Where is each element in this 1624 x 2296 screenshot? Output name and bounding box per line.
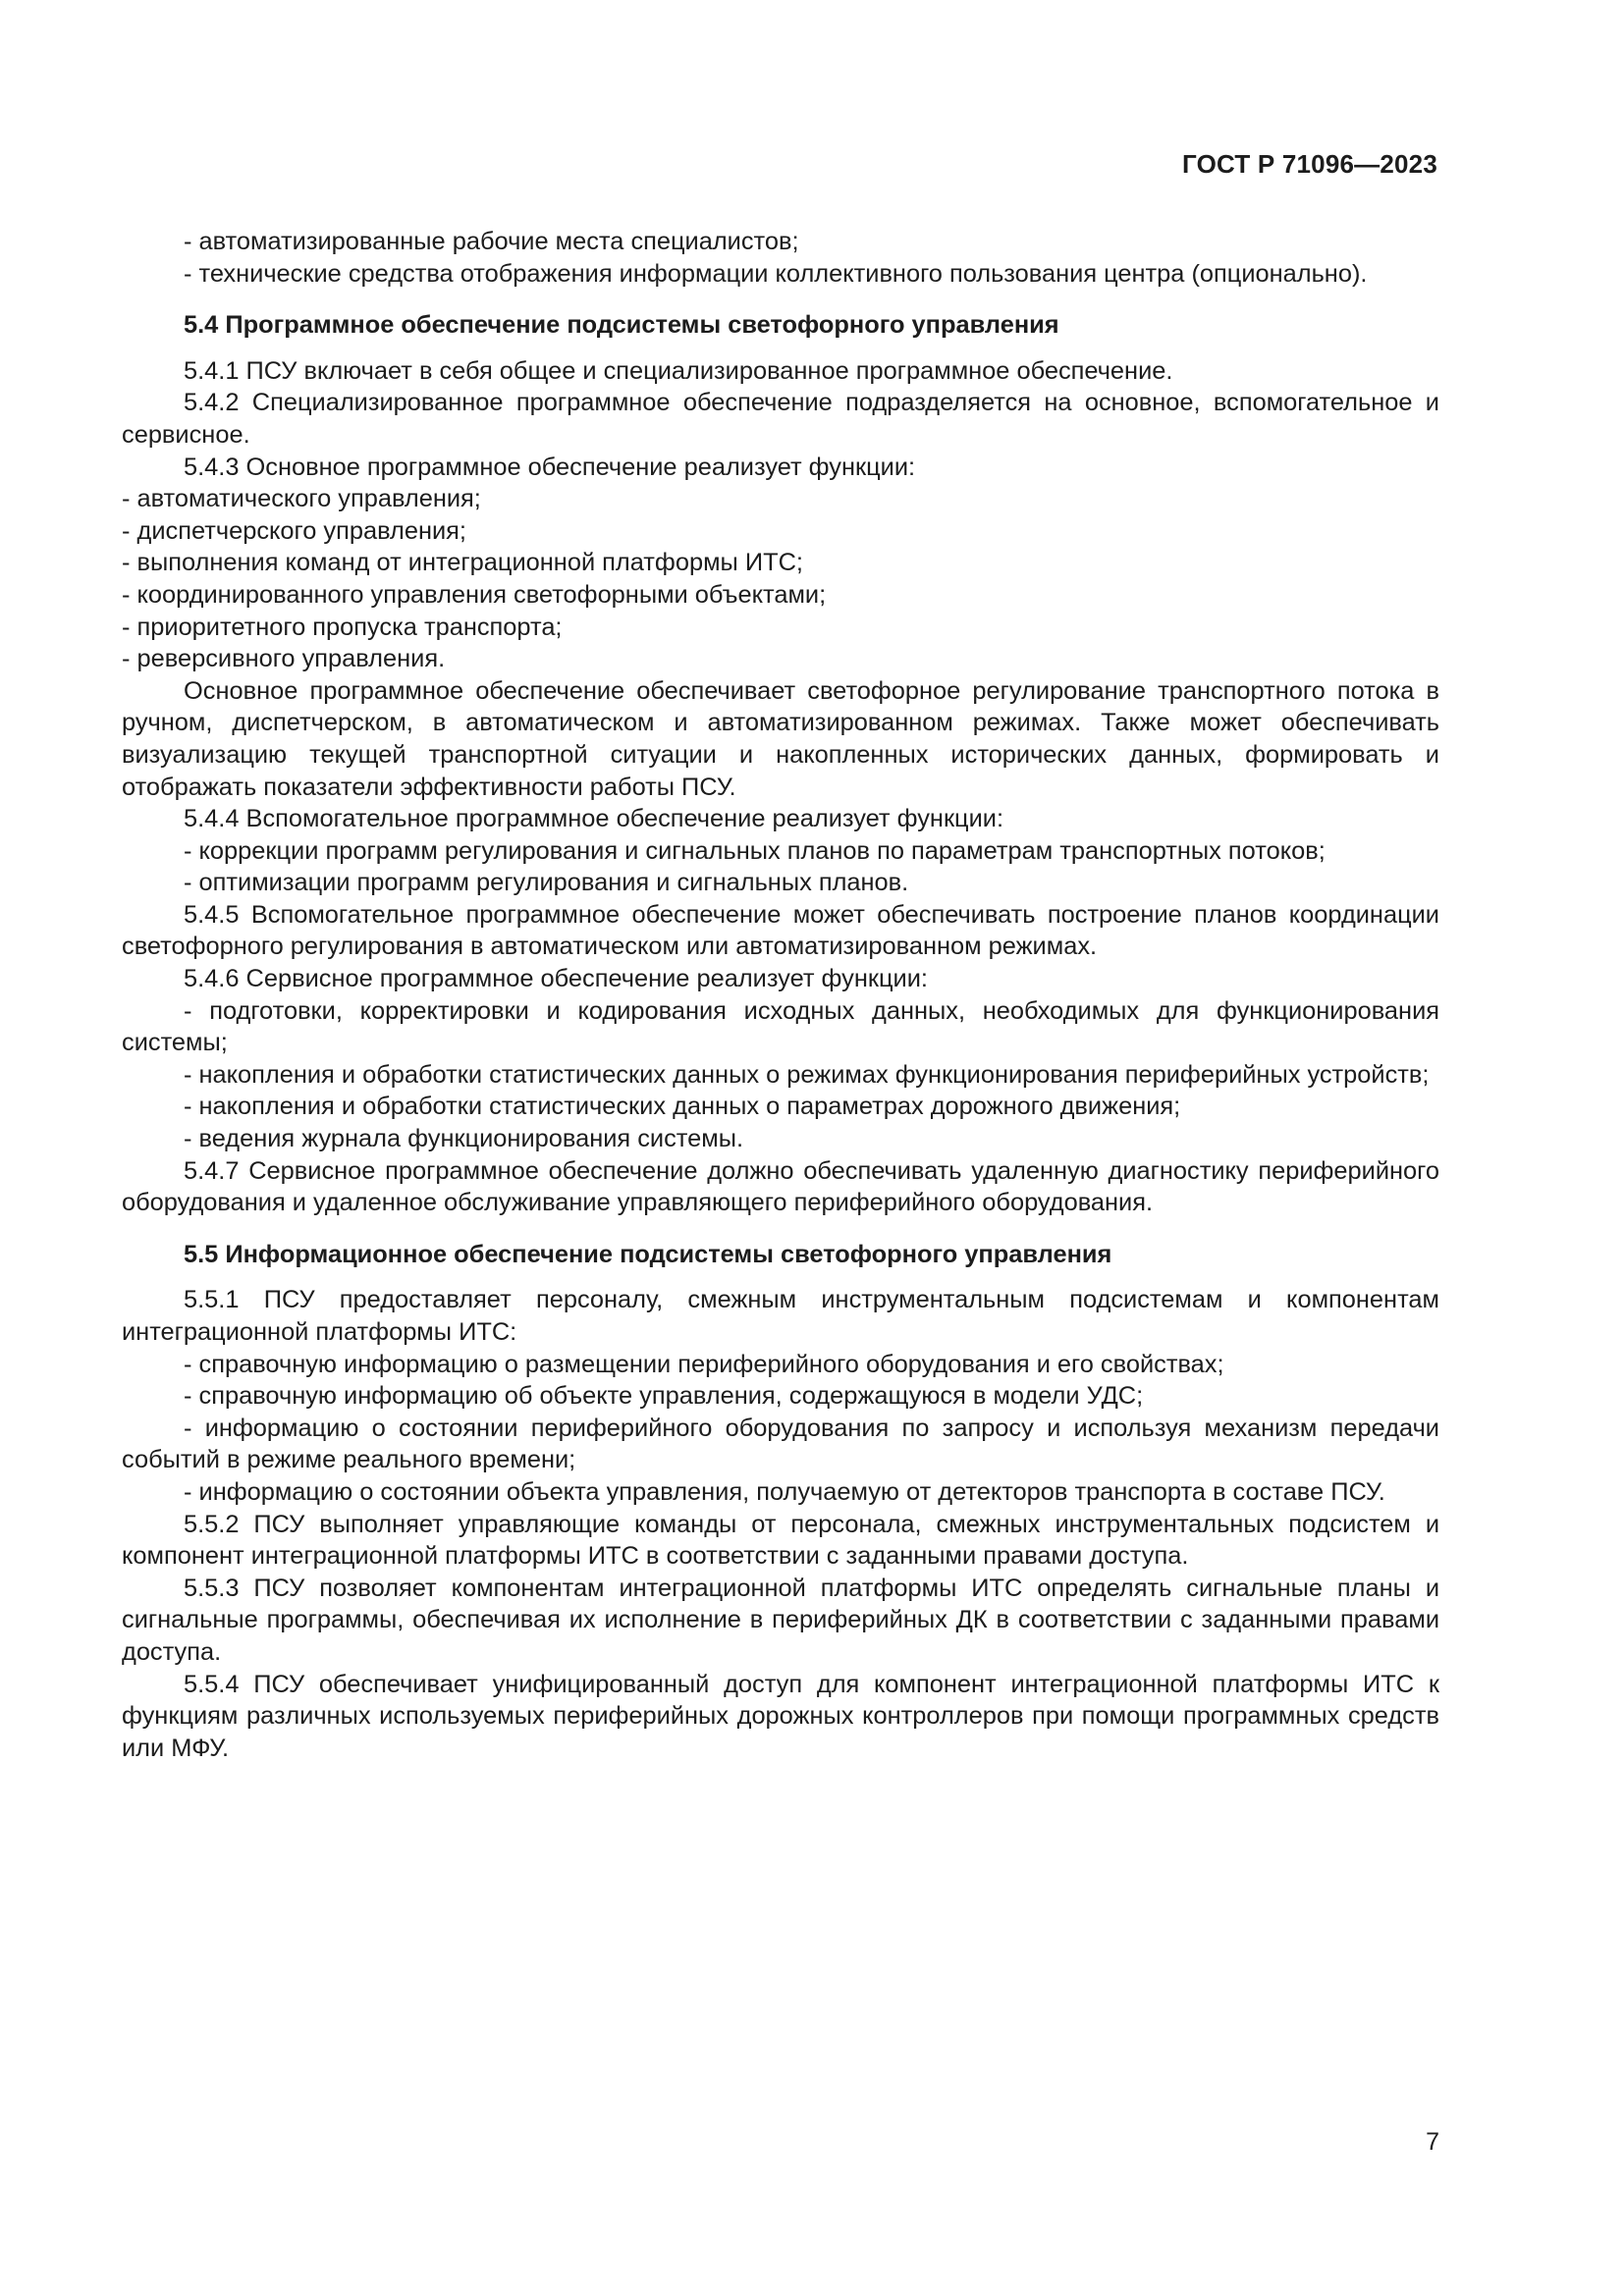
list-item: - диспетчерского управления;: [122, 516, 466, 545]
paragraph: 5.4.2 Специализированное программное обеспечение подразделяется на основное, вспомогательное и сервисное.: [122, 389, 1439, 449]
section-heading-5-5: 5.5 Информационное обеспечение подсистемы светофорного управления: [184, 1240, 1112, 1268]
paragraph: 5.4.7 Сервисное программное обеспечение должно обеспечивать удаленную диагностику периферийного оборудования и удаленное обслуживание управляющего периферийного оборудования.: [122, 1156, 1439, 1217]
list-item: - информацию о состоянии объекта управления, получаемую от детекторов транспорта в составе ПСУ.: [184, 1477, 1385, 1506]
document-id: ГОСТ Р 71096—2023: [1182, 149, 1437, 179]
list-item: - накопления и обработки статистических данных о режимах функционирования периферийных устройств;: [184, 1060, 1430, 1089]
list-item: - автоматического управления;: [122, 485, 481, 513]
list-item: - автоматизированные рабочие места специалистов;: [184, 228, 799, 255]
list-item: - справочную информацию об объекте управления, содержащуюся в модели УДС;: [184, 1382, 1144, 1411]
list-item: - информацию о состоянии периферийного оборудования по запросу и используя механизм передачи событий в режиме реального времени;: [122, 1414, 1439, 1474]
list-item: - подготовки, корректировки и кодирования исходных данных, необходимых для функционирования системы;: [122, 996, 1439, 1057]
list-item: - выполнения команд от интеграционной платформы ИТС;: [122, 549, 803, 577]
section-heading-5-4: 5.4 Программное обеспечение подсистемы светофорного управления: [184, 311, 1059, 340]
page-body: [122, 226, 1439, 1764]
list-item: - приоритетного пропуска транспорта;: [122, 613, 563, 641]
list-item: - оптимизации программ регулирования и сигнальных планов.: [184, 869, 909, 897]
list-item: - реверсивного управления.: [122, 645, 446, 673]
list-item: - координированного управления светофорными объектами;: [122, 580, 827, 609]
list-item: - технические средства отображения информации коллективного пользования центра (опционально).: [184, 259, 1368, 288]
paragraph: 5.4.1 ПСУ включает в себя общее и специализированное программное обеспечение.: [184, 356, 1173, 385]
paragraph: Основное программное обеспечение обеспечивает светофорное регулирование транспортного потока в ручном, диспетчерском, в автоматическом и автоматизированном режимах. Также может обеспечивать визуализацию текущей транспортной ситуации и накопленных исторических данных, формировать и отображать показатели эффективности работы ПСУ.: [122, 676, 1439, 801]
list-item: - справочную информацию о размещении периферийного оборудования и его свойствах;: [184, 1350, 1224, 1378]
paragraph: 5.5.2 ПСУ выполняет управляющие команды от персонала, смежных инструментальных подсистем и компонент интеграционной платформы ИТС в соответствии с заданными правами доступа.: [122, 1510, 1439, 1571]
paragraph: 5.5.4 ПСУ обеспечивает унифицированный доступ для компонент интеграционной платформы ИТС к функциям различных используемых периферийных дорожных контроллеров при помощи программных средств или МФУ.: [122, 1670, 1439, 1762]
paragraph: 5.5.1 ПСУ предоставляет персоналу, смежным инструментальным подсистемам и компонентам интеграционной платформы ИТС:: [122, 1286, 1439, 1346]
paragraph: 5.4.3 Основное программное обеспечение реализует функции:: [184, 453, 916, 481]
paragraph: 5.4.6 Сервисное программное обеспечение реализует функции:: [184, 965, 928, 993]
paragraph: 5.4.5 Вспомогательное программное обеспечение может обеспечивать построение планов координации светофорного регулирования в автоматическом или автоматизированном режимах.: [122, 900, 1439, 961]
page-number: 7: [1426, 2128, 1439, 2156]
paragraph: 5.4.4 Вспомогательное программное обеспечение реализует функции:: [184, 805, 1004, 833]
list-item: - коррекции программ регулирования и сигнальных планов по параметрам транспортных потоков;: [184, 836, 1326, 865]
paragraph: 5.5.3 ПСУ позволяет компонентам интеграционной платформы ИТС определять сигнальные планы и сигнальные программы, обеспечивая их исполнение в периферийных ДК в соответствии с заданными правами доступа.: [122, 1574, 1439, 1666]
list-item: - накопления и обработки статистических данных о параметрах дорожного движения;: [184, 1093, 1181, 1121]
list-item: - ведения журнала функционирования системы.: [184, 1125, 744, 1153]
